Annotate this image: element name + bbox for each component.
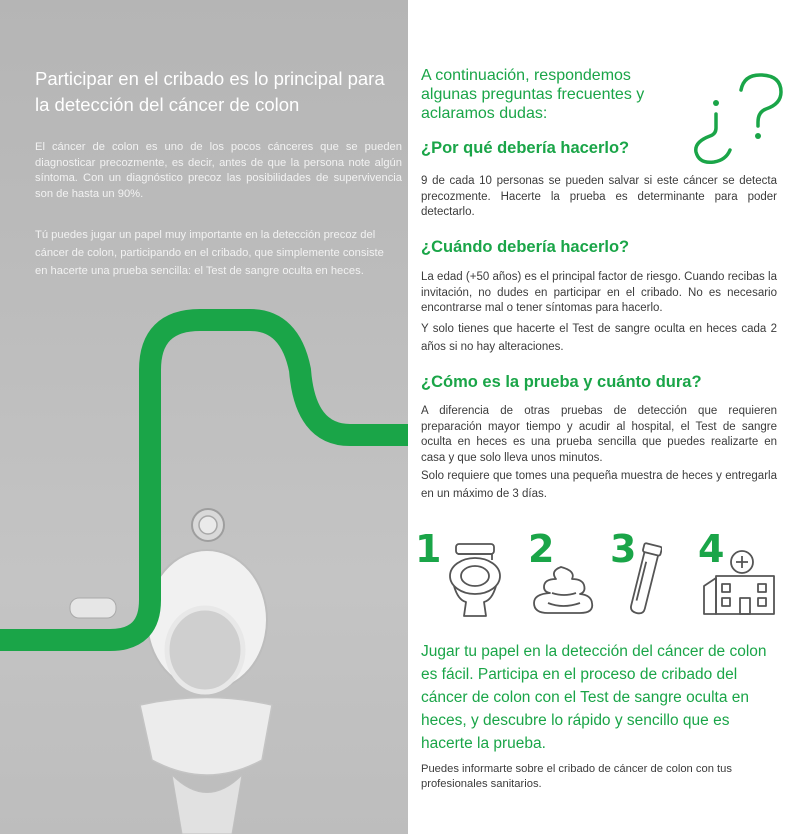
- question-1-title: ¿Por qué debería hacerlo?: [421, 139, 630, 157]
- step-4-number: 4: [698, 527, 725, 571]
- left-title: Participar en el cribado es lo principal para la detección del cáncer de colon: [35, 68, 385, 115]
- question-3-answer-1: A diferencia de otras pruebas de detección que requieren preparación mayor tiempo y acudir al hospital, el Test de sangre oculta en heces es una prueba sencilla que puedes realizarte en casa y que solo lleva unos minutos.: [421, 405, 777, 464]
- left-paragraph-1: El cáncer de colon es uno de los pocos cánceres que se pueden diagnosticar precozmente, es decir, antes de que la persona note algún síntoma. Con un diagnóstico precoz las posibilidades de supervivencia son de hasta un 90%.: [35, 141, 402, 200]
- closing-message: Jugar tu papel en la detección del cáncer de colon es fácil. Participa en el proceso de cribado del cáncer de colon con el Test de sangre oculta en heces, y descubre lo rápido y sencillo que es hacerte la prueba.: [421, 643, 767, 752]
- toilet-icon: [446, 540, 504, 620]
- question-1-answer: 9 de cada 10 personas se pueden salvar si este cáncer se detecta precozmente. Hacerte la prueba es determinante para poder detectarlo.: [421, 175, 777, 218]
- step-2-number: 2: [528, 527, 555, 571]
- test-tube-icon: [628, 542, 662, 616]
- footer-note: Puedes informarte sobre el cribado de cáncer de colon con tus profesionales sanitarios.: [421, 763, 732, 790]
- step-3-number: 3: [610, 527, 637, 571]
- right-panel: [408, 0, 799, 834]
- question-2-title: ¿Cuándo debería hacerlo?: [421, 238, 630, 256]
- step-1-number: 1: [415, 527, 442, 571]
- faq-intro: A continuación, respondemos algunas preguntas frecuentes y aclaramos dudas:: [421, 67, 645, 122]
- question-3-answer-2: Solo requiere que tomes una pequeña muestra de heces y entregarla en un máximo de 3 días.: [421, 470, 777, 500]
- question-2-answer-2: Y solo tienes que hacerte el Test de sangre oculta en heces cada 2 años si no hay alteraciones.: [421, 323, 777, 353]
- left-paragraph-2: Tú puedes jugar un papel muy importante en la detección precoz del cáncer de colon, participando en el cribado, que simplemente consiste en hacerte una prueba sencilla: el Test de sangre oculta en heces.: [35, 229, 384, 277]
- question-3-title: ¿Cómo es la prueba y cuánto dura?: [421, 373, 702, 391]
- hospital-icon: [700, 548, 780, 618]
- stool-icon: [528, 565, 598, 617]
- question-marks-icon: [686, 72, 791, 167]
- question-2-answer-1: La edad (+50 años) es el principal factor de riesgo. Cuando recibas la invitación, no dudes en participar en el cribado. No es necesario encontrarse mal o tener síntomas para hacerlo.: [421, 271, 777, 314]
